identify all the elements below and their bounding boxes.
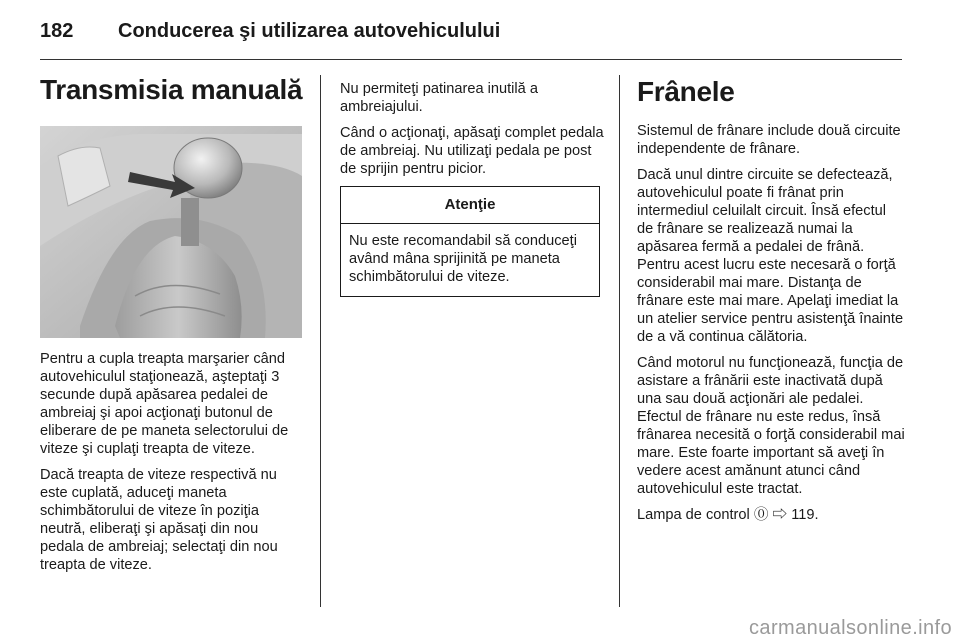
header-rule xyxy=(40,59,902,60)
watermark: carmanualsonline.info xyxy=(749,617,952,639)
figure-caption-reverse-gear: Pentru a cupla treapta marşarier când autovehiculul staţionează, aşteptaţi 3 secunde după apăsarea pedalei de ambreiaj şi apoi acţionaţi butonul de eliberare de pe maneta selectorului de viteze şi cuplaţi treapta de viteze. xyxy=(40,351,289,457)
paragraph-control-lamp xyxy=(637,506,905,524)
section-title-brakes: Frânele xyxy=(637,76,735,107)
column-3 xyxy=(637,74,905,532)
page-header xyxy=(40,14,902,56)
paragraph-brake-circuits: Sistemul de frânare include două circuite independente de frânare. xyxy=(637,123,901,157)
paragraph-gear-not-engaged: Dacă treapta de viteze respectivă nu este cuplată, aduceţi maneta schimbătorului de viteze în poziţia neutră, eliberaţi şi apăsaţi din nou pedala de ambreiaj; selectaţi din nou treapta de viteze. xyxy=(40,467,278,573)
caution-notice-title: Atenţie xyxy=(341,187,599,224)
caution-notice-box xyxy=(340,186,600,297)
caution-notice-body xyxy=(341,224,599,296)
paragraph-circuit-failure: Dacă unul dintre circuite se defectează, autovehiculul poate fi frânat prin intermediul celuilalt circuit. Însă efectul de frânare se realizează numai la apăsarea fermă a pedalei de frână. Pentru acest lucru este necesară o forţă considerabil mai mare. Distanţa de frânare este mai mare. Apelaţi imediat la un atelier service pentru asistenţă înainte de a vă continua călătoria. xyxy=(637,167,904,345)
paragraph-clutch-pedal: Când o acţionaţi, apăsaţi complet pedala de ambreiaj. Nu utilizaţi pedala pe post de sprijin pentru picior. xyxy=(340,125,604,177)
gear-shift-illustration xyxy=(40,126,302,338)
column-divider-2 xyxy=(619,75,620,607)
gear-shift-image xyxy=(40,126,302,338)
section-title-manual-transmission: Transmisia manuală xyxy=(40,74,303,105)
control-lamp-label: Lampa de control xyxy=(637,507,750,523)
page-reference-arrow-icon: ⇨ xyxy=(772,507,788,523)
brake-warning-lamp-icon: ⓪ xyxy=(753,507,769,523)
column-divider-1 xyxy=(320,75,321,607)
column-2 xyxy=(340,80,604,297)
column-1 xyxy=(40,74,304,582)
page-number: 182 xyxy=(40,20,74,42)
running-title: Conducerea şi utilizarea autovehiculului xyxy=(118,20,501,42)
paragraph-engine-off: Când motorul nu funcţionează, funcţia de asistare a frânării este inactivată după una sau două acţionări ale pedalei. Efectul de frânare nu este redus, însă frânarea necesită o forţă considerabil mai mare. Este foarte important să aveţi în vedere acest amănunt atunci când autovehiculul este tractat. xyxy=(637,355,905,497)
page-reference-link[interactable]: 119. xyxy=(791,507,819,523)
paragraph-clutch-slip: Nu permiteţi patinarea inutilă a ambreiajului. xyxy=(340,81,538,115)
caution-notice-text: Nu este recomandabil să conduceţi având mâna sprijinită pe maneta schimbătorului de viteze. xyxy=(349,233,577,285)
